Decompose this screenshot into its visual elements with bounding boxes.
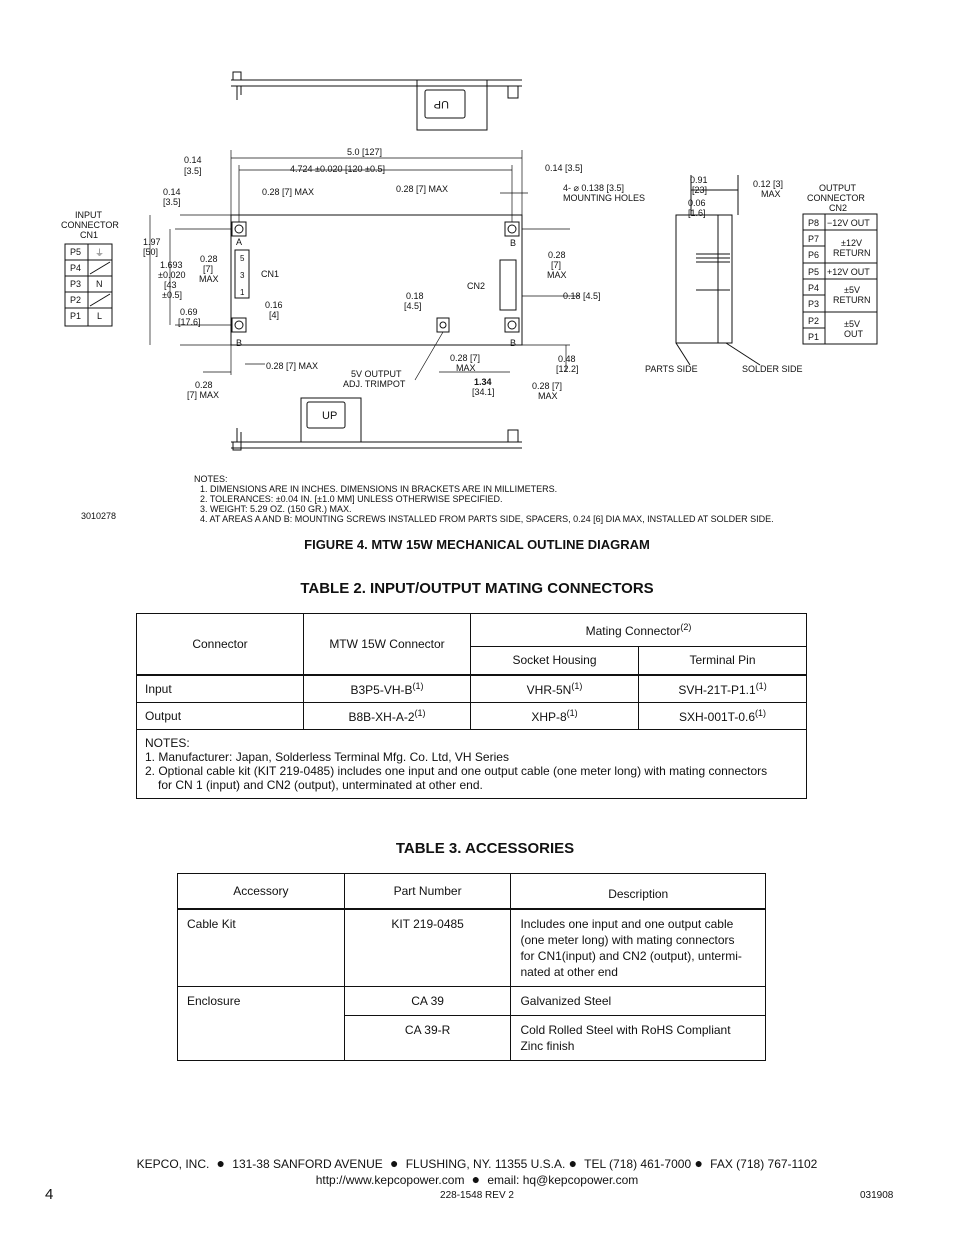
footer-city: FLUSHING, NY. 11355 U.S.A. [405, 1157, 566, 1171]
cable-kit-part: KIT 219-0485 [344, 909, 511, 987]
cn1-title-1: INPUT [75, 210, 102, 220]
cn2-title-2: CONNECTOR [807, 193, 865, 203]
row-input-name: Input [137, 675, 304, 703]
footer-tel: TEL (718) 461-7000 [584, 1157, 692, 1171]
drawing-note-2: 2. TOLERANCES: ±0.04 IN. [±1.0 MM] UNLESS OTHERWISE SPECIFIED. [200, 494, 503, 504]
col-part-number: Part Number [344, 874, 511, 909]
dim-cn1-1: 0.28 [200, 254, 218, 264]
dim-cn1-offset: 0.16 [265, 300, 283, 310]
board-outline [231, 215, 522, 345]
dim-top-inset-mm: [3.5] [163, 197, 181, 207]
dim-solder-max: 0.12 [3] [753, 179, 784, 189]
cable-kit-desc: Includes one input and one output cable (one meter long) with mating connectors for CN1(input) and CN2 (output), untermi- nated at other end [511, 909, 766, 987]
table2-notes [137, 729, 807, 798]
cn2-pin-p8: P8 [808, 218, 820, 228]
label-cn1: CN1 [261, 269, 280, 279]
label-b-top: B [510, 238, 517, 248]
table2-notes-title: NOTES: [145, 735, 190, 750]
cn1-pin-p5: P5 [70, 247, 82, 257]
cn2-pin-p1: P1 [808, 332, 820, 342]
dim-hole-height-mm-tol: ±0.5] [162, 290, 182, 300]
dim-cn1-pos: 0.69 [180, 307, 198, 317]
enclosure-part-1: CA 39 [344, 986, 511, 1015]
dim-left-inset-mm: [3.5] [184, 166, 202, 176]
dim-top-inset: 0.14 [163, 187, 181, 197]
dim-height: 1.97 [143, 237, 161, 247]
footer-company: KEPCO, INC. [136, 1157, 210, 1171]
dim-bottom-hole: 0.48 [558, 354, 576, 364]
trimpot-label-1: 5V OUTPUT [351, 369, 402, 379]
dim-bottom-hole-mm: [12.2] [556, 364, 579, 374]
cn2-pin-p4: P4 [808, 283, 820, 293]
footer-email-link[interactable]: email: hq@kepcopower.com [487, 1173, 639, 1187]
mechanical-outline-diagram [0, 0, 954, 530]
dim-overall-length: 5.0 [127] [347, 147, 383, 157]
dim-cn1-2: [7] [203, 264, 214, 274]
cn2-title-1: OUTPUT [819, 183, 856, 193]
cn1-pin3: 3 [240, 271, 245, 280]
dim-max-2: 0.28 [7] MAX [396, 184, 449, 194]
cn1-pin-p3: P3 [70, 279, 82, 289]
figure-caption: FIGURE 4. MTW 15W MECHANICAL OUTLINE DIAGRAM [304, 537, 650, 552]
dim-bottom-max: 0.28 [7] MAX [266, 361, 319, 371]
dim-cn1-pos-mm: [17.6] [178, 317, 201, 327]
enclosure-desc-1: Galvanized Steel [511, 986, 766, 1015]
col-mtw-connector: MTW 15W Connector [304, 614, 471, 675]
row-output-terminal: SXH-001T-0.6$^{(1)}$ [639, 702, 807, 729]
cn1-sig-n: N [96, 279, 103, 289]
cn2-sig-5out-2: OUT [844, 329, 863, 339]
drawing-note-3: 3. WEIGHT: 5.29 OZ. (150 GR.) MAX. [200, 504, 352, 514]
footer-street: 131-38 SANFORD AVENUE [232, 1157, 383, 1171]
label-b-left: B [236, 338, 243, 348]
cn1-sig-l: L [97, 311, 103, 321]
dim-cn2-pos: 1.34 [474, 377, 492, 387]
table-row [178, 986, 766, 1015]
cn1-title-2: CONNECTOR [61, 220, 119, 230]
footer-contact: http://www.kepcopower.com ● email: hq@kepcopower.com [315, 1171, 639, 1187]
drawing-notes-title: NOTES: [194, 474, 228, 484]
label-parts-side: PARTS SIDE [645, 364, 698, 374]
document-number: 228-1548 REV 2 [440, 1190, 514, 1201]
row-input-terminal: SVH-21T-P1.1$^{(1)}$ [639, 675, 807, 703]
top-edge-view [231, 72, 522, 130]
cn1-pin-p1: P1 [70, 311, 82, 321]
dim-cn2-3: MAX [547, 270, 567, 280]
drawing-note-4: 4. AT AREAS A AND B: MOUNTING SCREWS INSTALLED FROM PARTS SIDE, SPACERS, 0.24 [6] DIA MAX, INSTALLED AT SOLDER SIDE. [200, 514, 774, 524]
dim-board-thick: 0.06 [688, 198, 706, 208]
label-solder-side: SOLDER SIDE [742, 364, 803, 374]
cn2-pin-p6: P6 [808, 250, 820, 260]
dim-mid-max-2: MAX [456, 363, 476, 373]
document-date: 031908 [860, 1190, 894, 1201]
table2-note-2: 2. Optional cable kit (KIT 219-0485) includes one input and one output cable (one meter long) with mating connectors [145, 763, 768, 778]
row-output-socket: XHP-8$^{(1)}$ [471, 702, 639, 729]
dim-right-inset: 0.14 [3.5] [545, 163, 583, 173]
cn1-pin-p2: P2 [70, 295, 82, 305]
col-connector: Connector [137, 614, 304, 675]
dim-holes: 4- ⌀ 0.138 [3.5] [563, 183, 624, 193]
up-label-bottom: UP [322, 410, 338, 422]
cn2-sig-5-ret: RETURN [833, 295, 871, 305]
dim-cn2-1: 0.28 [548, 250, 566, 260]
mating-connectors-table [136, 613, 807, 799]
col-description: Description [511, 874, 766, 909]
dim-side-width-mm: [23] [692, 185, 708, 195]
cn1-title-3: CN1 [80, 230, 99, 240]
enclosure-desc-2: Cold Rolled Steel with RoHS Compliant Zinc finish [511, 1015, 766, 1060]
dim-mid-max: 0.28 [7] [450, 353, 481, 363]
cn2-pin-p7: P7 [808, 234, 820, 244]
cn2-sig-5: ±5V [844, 285, 860, 295]
row-input-socket: VHR-$5N^{(1)}$ [471, 675, 639, 703]
footer-website-link[interactable]: http://www.kepcopower.com [315, 1173, 465, 1187]
page-number: 4 [45, 1186, 54, 1203]
table2-note-2-cont: for CN 1 (input) and CN2 (output), unterminated at other end. [158, 777, 483, 792]
trimpot-label-2: ADJ. TRIMPOT [343, 379, 406, 389]
cn1-pin-p4: P4 [70, 263, 82, 273]
dim-left-inset: 0.14 [184, 155, 202, 165]
col-accessory: Accessory [178, 874, 345, 909]
cable-kit-name: Cable Kit [178, 909, 345, 987]
label-a: A [236, 237, 243, 247]
footer-fax: FAX (718) 767-1102 [710, 1157, 818, 1171]
row-output-name: Output [137, 702, 304, 729]
dim-trim-2: [4.5] [404, 301, 422, 311]
col-socket-housing: Socket Housing [471, 647, 639, 675]
enclosure-part-2: CA 39-R [344, 1015, 511, 1060]
col-terminal-pin: Terminal Pin [639, 647, 807, 675]
table-row [137, 675, 807, 703]
cn1-pin1: 1 [240, 288, 245, 297]
footer-address: KEPCO, INC. ● 131-38 SANFORD AVENUE ● FLUSHING, NY. 11355 U.S.A. ● TEL (718) 461-7000 ● FAX (718) 767-1102 [136, 1155, 818, 1171]
dim-hole-height: 1.693 [160, 260, 183, 270]
dim-solder-max-2: MAX [761, 189, 781, 199]
drawing-note-1: 1. DIMENSIONS ARE IN INCHES. DIMENSIONS IN BRACKETS ARE IN MILLIMETERS. [200, 484, 558, 494]
dim-cn1-3: MAX [199, 274, 219, 284]
cn1-pin5: 5 [240, 254, 245, 263]
cn2-pin-p5: P5 [808, 267, 820, 277]
cn2-pin-p2: P2 [808, 316, 820, 326]
dim-trim-1: 0.18 [406, 291, 424, 301]
dim-hole-height-mm: [43 [164, 280, 177, 290]
row-input-mtw: $B3P5-VH-B^{(1)}$ [304, 675, 471, 703]
bottom-edge-view [231, 398, 522, 450]
dim-cn1-offset-mm: [4] [269, 310, 280, 320]
dim-hole-spacing: 4.724 ±0.020 [120 ±0.5] [290, 164, 385, 174]
dim-holes-label: MOUNTING HOLES [563, 193, 646, 203]
dim-height-mm: [50] [143, 247, 159, 257]
enclosure-name: Enclosure [178, 986, 345, 1060]
dim-max-1: 0.28 [7] MAX [262, 187, 315, 197]
dim-cn2-2: [7] [551, 260, 562, 270]
cn2-sig-12: ±12V [841, 238, 862, 248]
dim-bl-2: [7] MAX [187, 390, 220, 400]
accessories-table [177, 873, 766, 1061]
dim-br-1: 0.28 [7] [532, 381, 563, 391]
row-output-mtw: B8B-XH-A-2$^{(1)}$ [304, 702, 471, 729]
dim-cn2-pos-mm: [34.1] [472, 387, 495, 397]
cn2-sig-12-ret: RETURN [833, 248, 871, 258]
cn2-sig-p12: +12V OUT [827, 267, 870, 277]
table2-title: TABLE 2. INPUT/OUTPUT MATING CONNECTORS [300, 580, 654, 597]
drawing-id: 3010278 [81, 511, 117, 521]
dim-side-width: 0.91 [690, 175, 708, 185]
dim-hole-height-tol: ±0.020 [158, 270, 186, 280]
table-row [178, 909, 766, 987]
dim-cn2-offset: 0.18 [4.5] [563, 291, 601, 301]
ground-icon: ⏚ [95, 248, 105, 258]
table2-note-1: 1. Manufacturer: Japan, Solderless Terminal Mfg. Co. Ltd, VH Series [145, 749, 509, 764]
up-label-top: UP [433, 98, 449, 110]
col-mating-connector: Mating Connector$^{(2)}$ [471, 614, 807, 647]
table3-title: TABLE 3. ACCESSORIES [395, 840, 575, 857]
dim-board-thick-mm: [1.6] [688, 208, 706, 218]
label-cn2: CN2 [467, 281, 486, 291]
dim-br-2: MAX [538, 391, 558, 401]
dim-bl-1: 0.28 [195, 380, 213, 390]
cn2-title-3: CN2 [829, 203, 848, 213]
cn2-sig-m12: −12V OUT [827, 218, 870, 228]
cn2-sig-5out: ±5V [844, 319, 860, 329]
cn2-pin-p3: P3 [808, 299, 820, 309]
table-row [137, 702, 807, 729]
label-b-right: B [510, 338, 517, 348]
